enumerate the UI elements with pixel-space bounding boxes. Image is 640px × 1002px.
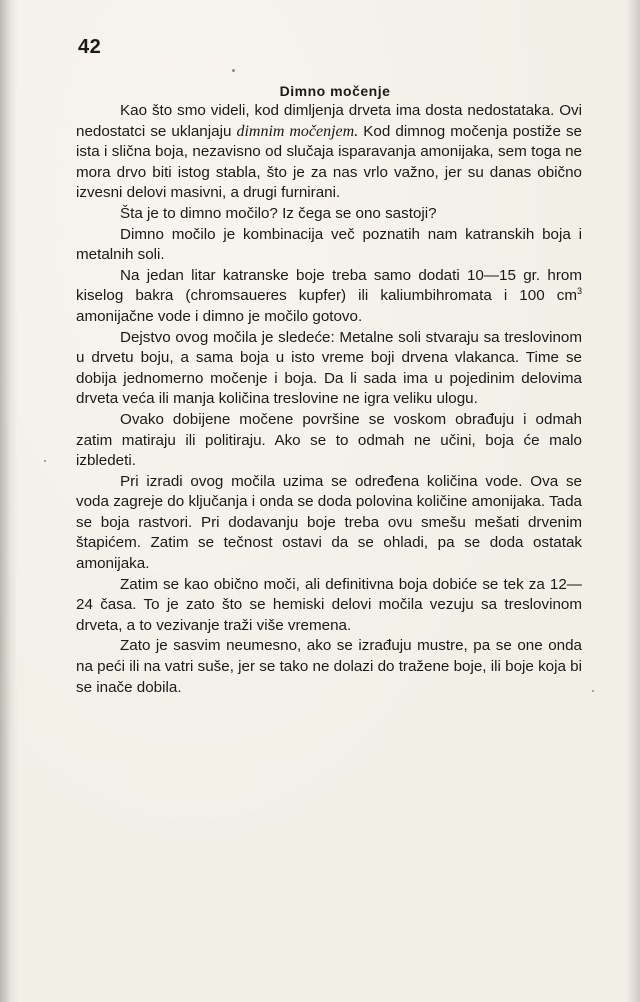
paragraph: Pri izradi ovog močila uzima se određena količina vode. Ova se voda zagreje do ključanja i onda se doda polovina količine amonijaka. Tada se boja rastvori. Pri dodavanju boje treba ovu smešu mešati drvenim štapićem. Zatim se tečnost ostavi da se ohladi, pa se doda ostatak amonijaka. bbox=[76, 472, 582, 573]
paragraph: Šta je to dimno močilo? Iz čega se ono sastoji? bbox=[120, 204, 437, 222]
paragraph: Ovako dobijene močene površine se voskom obrađuju i odmah zatim matiraju ili politiraju. Ako se to odmah ne učini, boja će malo izbledeti. bbox=[76, 410, 582, 470]
print-speck bbox=[232, 69, 235, 72]
paragraph: Dimno močilo je kombinacija več poznatih nam katranskih boja i metalnih soli. bbox=[76, 225, 582, 264]
page-right-edge-shadow bbox=[626, 0, 640, 1002]
section-heading: Dimno močenje bbox=[279, 83, 391, 99]
paragraph: Zato je sasvim neumesno, ako se izrađuju mustre, pa se one onda na peći ili na vatri suše, jer se tako ne dolazi do tražene boje, ili boje koja bi se inače dobila. bbox=[76, 637, 582, 696]
print-speck bbox=[592, 690, 594, 692]
paragraph: Dejstvo ovog močila je sledeće: Metalne soli stvaraju sa treslovinom u drvetu boju, a sama boja u isto vreme boji drvena vlakanca. Time se dobija jednomerno močenje i boja. Da li sada ima u pojedinim delovima drveta veća ili manja količina treslovine ne igra veliku ulogu. bbox=[76, 328, 582, 408]
paragraph: Kao što smo videli, kod dimljenja drveta ima dosta nedostataka. Ovi nedostatci se uklanjaju dimnim močenjem. Kod dimnog močenja postiže se ista i slična boja, nezavisno od slučaja isparavanja amonijaka, sem toga ne mora drvo biti istog stabla, što je za nas vrlo važno, jer su danas obično izvesni delovi masivni, a drugi furnirani. bbox=[76, 102, 583, 202]
paragraph: Na jedan litar katranske boje treba samo dodati 10—15 gr. hrom kiselog bakra (chromsaueres kupfer) ili kaliumbihromata i 100 $cm^3$ amonijačne vode i dimno je močilo gotovo. bbox=[76, 266, 582, 325]
body-text bbox=[76, 101, 582, 698]
page-number: 42 bbox=[78, 36, 102, 58]
page-left-edge-shadow bbox=[0, 0, 18, 1002]
print-speck bbox=[44, 460, 46, 462]
superscript: 3 bbox=[576, 286, 582, 297]
emphasis-text: dimnim močenjem. bbox=[236, 122, 359, 140]
paragraph: Zatim se kao obično moči, ali definitivna boja dobiće se tek za 12—24 časa. To je zato što se hemiski delovi močila vezuju sa treslovinom drveta, a to vezivanje traži više vremena. bbox=[76, 575, 582, 634]
